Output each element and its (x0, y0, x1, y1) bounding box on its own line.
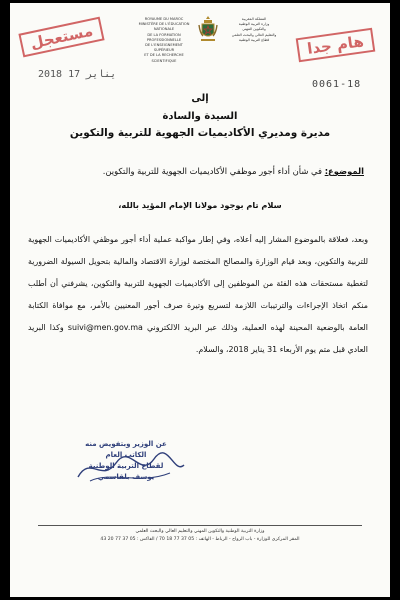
letter-footer (38, 525, 362, 544)
header-french (138, 17, 190, 64)
letter-date: 2018 يناير 17 (38, 69, 117, 80)
subject-label: الموضوع: (324, 166, 364, 176)
signature-line-2: الكاتب العام (105, 451, 147, 459)
letter-page (10, 3, 390, 597)
recipient-line-2: مديرة ومديري الأكاديميات الجهوية للتربية والتكوين (69, 127, 331, 139)
header-ar-line: وزارة التربية الوطنية (238, 22, 270, 27)
signature-block (76, 439, 176, 483)
footer-line-2: المقر المركزي للوزارة - باب الرواح - الرباط - الهاتف : 05 37 77 18 70 / الفاكس : 05 37 77 20 43 (100, 537, 300, 542)
header-fr-line: DE LA FORMATION PROFESSIONNELLE (146, 32, 182, 42)
subject-line (34, 166, 364, 176)
header-arabic (226, 17, 282, 43)
footer-line-1: وزارة التربية الوطنية والتكوين المهني والتعليم العالي والبحث العلمي (135, 529, 265, 534)
reference-number: 0061-18 (312, 79, 362, 90)
signature-line-1: عن الوزير وبتفويض منه (85, 440, 167, 448)
subject-text: في شأن أداء أجور موظفي الأكاديميات الجهوية للتربية والتكوين. (102, 166, 323, 176)
recipient-to: إلى (191, 93, 209, 104)
header-ar-line: المملكة المغربية (241, 17, 267, 21)
header-ar-line: قطاع التربية الوطنية (238, 37, 270, 42)
letter-body: وبعد، فعلاقة بالموضوع المشار إليه أعلاه، وفي إطار مواكبة عملية أداء أجور موظفي الأكاديميات الجهوية للتربية والتكوين، وبعد قيام الوزارة والمصالح المختصة لوزارة الاقتصاد والمالية بتحويل السيولة الضرورية لتغطية مستحقات هذه الفئة من الموظفين إلى الأكاديميات الجهوية للتربية والتكوين، يشرفني أن أطلب منكم اتخاذ الإجراءات والترتيبات اللازمة لتسريع وتيرة صرف أجور المعنيين بالأمر، مع موافاة الكتابة العامة بالوضعية المحينة لهذه العملية، وذلك عبر البريد الالكتروني suivi@men.gov.ma وكذا البريد العادي قبل متم يوم الأربعاء 31 يناير 2018، والسلام. (28, 235, 368, 354)
header-ar-line: والتعليم العالي والبحث العلمي (231, 32, 277, 37)
header-fr-line: MINISTÈRE DE L'ÉDUCATION NATIONALE (138, 22, 190, 32)
signature-line-3: لقطاع التربية الوطنية (88, 462, 164, 470)
header-fr-line: ROYAUME DU MAROC (144, 17, 184, 21)
signature-name: يوسف بلقاسمي (97, 473, 155, 481)
recipient-line-1: السيدة والسادة (162, 111, 238, 122)
header-fr-line: ET DE LA RECHERCHE SCIENTIFIQUE (144, 53, 184, 63)
header-fr-line: DE L'ENSEIGNEMENT SUPÉRIEUR (145, 43, 183, 53)
greeting: سلام تام بوجود مولانا الإمام المؤيد بالله، (118, 200, 282, 210)
important-stamp: هام جدا (296, 28, 375, 62)
header-ar-line: والتكوين المهني (242, 27, 266, 32)
royal-emblem-icon (198, 15, 218, 43)
urgent-stamp: مستعجل (18, 17, 105, 58)
